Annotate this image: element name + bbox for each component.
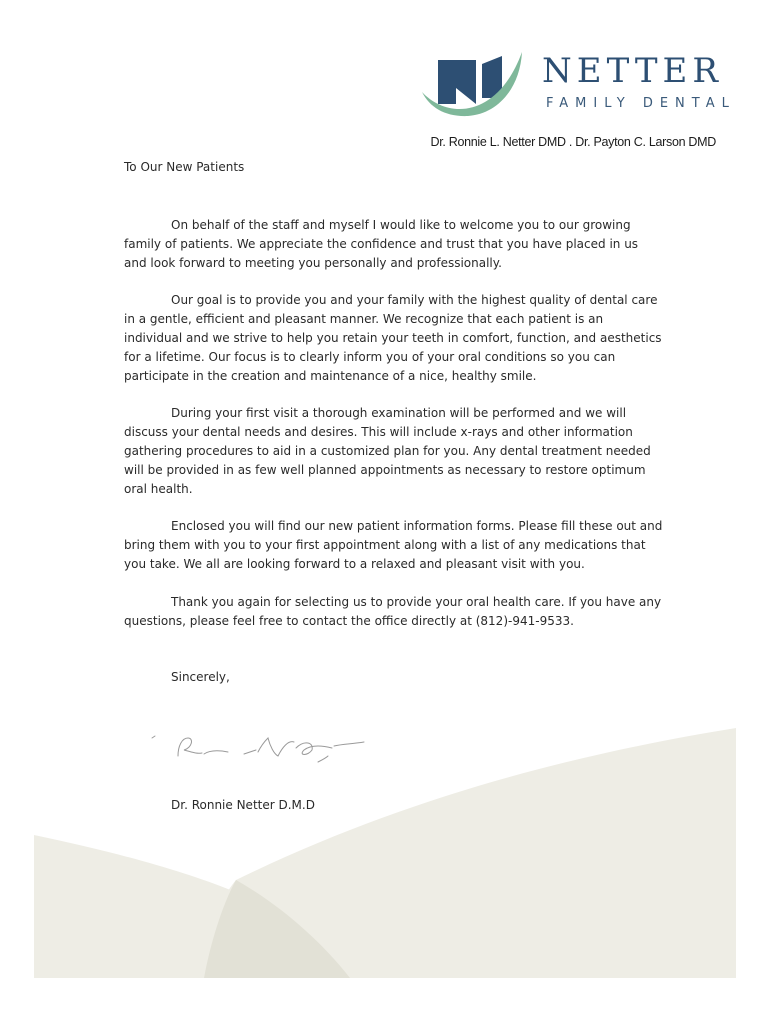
paragraph-goal: Our goal is to provide you and your family with the highest quality of dental care in a gentle, efficient and pleasant manner. We recognize that each patient is an individual and we strive to help you retain your teeth in comfort, function, and aesthetics for a lifetime. Our focus is to clearly inform you of your oral conditions so you can participate in the creation and maintenance of a nice, healthy smile.	[124, 293, 662, 383]
paragraph-forms: Enclosed you will find our new patient information forms. Please fill these out and bring them with you to your first appointment along with a list of any medications that you take. We all are looking forward to a relaxed and pleasant visit with you.	[124, 519, 663, 571]
paragraph-first-visit: During your first visit a thorough examination will be performed and we will discuss your dental needs and desires. This will include x-rays and other information gathering procedures to aid in a customized plan for you. Any dental treatment needed will be provided in as few well planned appointments as necessary to restore optimum oral health.	[124, 406, 651, 496]
closing: Sincerely,	[171, 670, 230, 684]
logo-subtitle: FAMILY DENTAL	[546, 96, 736, 111]
letter-body	[124, 216, 664, 649]
logo-mark-icon	[418, 48, 536, 122]
paragraph-thank-you: Thank you again for selecting us to provide your oral health care. If you have any questions, please feel free to contact the office directly at (812)-941-9533.	[124, 594, 662, 628]
doctors-line: Dr. Ronnie L. Netter DMD . Dr. Payton C. Larson DMD	[430, 135, 716, 149]
paragraph-welcome: On behalf of the staff and myself I would like to welcome you to our growing family of patients. We appreciate the confidence and trust that you have placed in us and look forward to meeting you personally and professionally.	[124, 218, 639, 270]
handwritten-signature	[148, 726, 372, 770]
salutation: To Our New Patients	[124, 160, 245, 174]
signer-name: Dr. Ronnie Netter D.M.D	[171, 798, 315, 812]
logo-name: NETTER	[542, 51, 723, 91]
netter-family-dental-logo	[418, 48, 736, 126]
